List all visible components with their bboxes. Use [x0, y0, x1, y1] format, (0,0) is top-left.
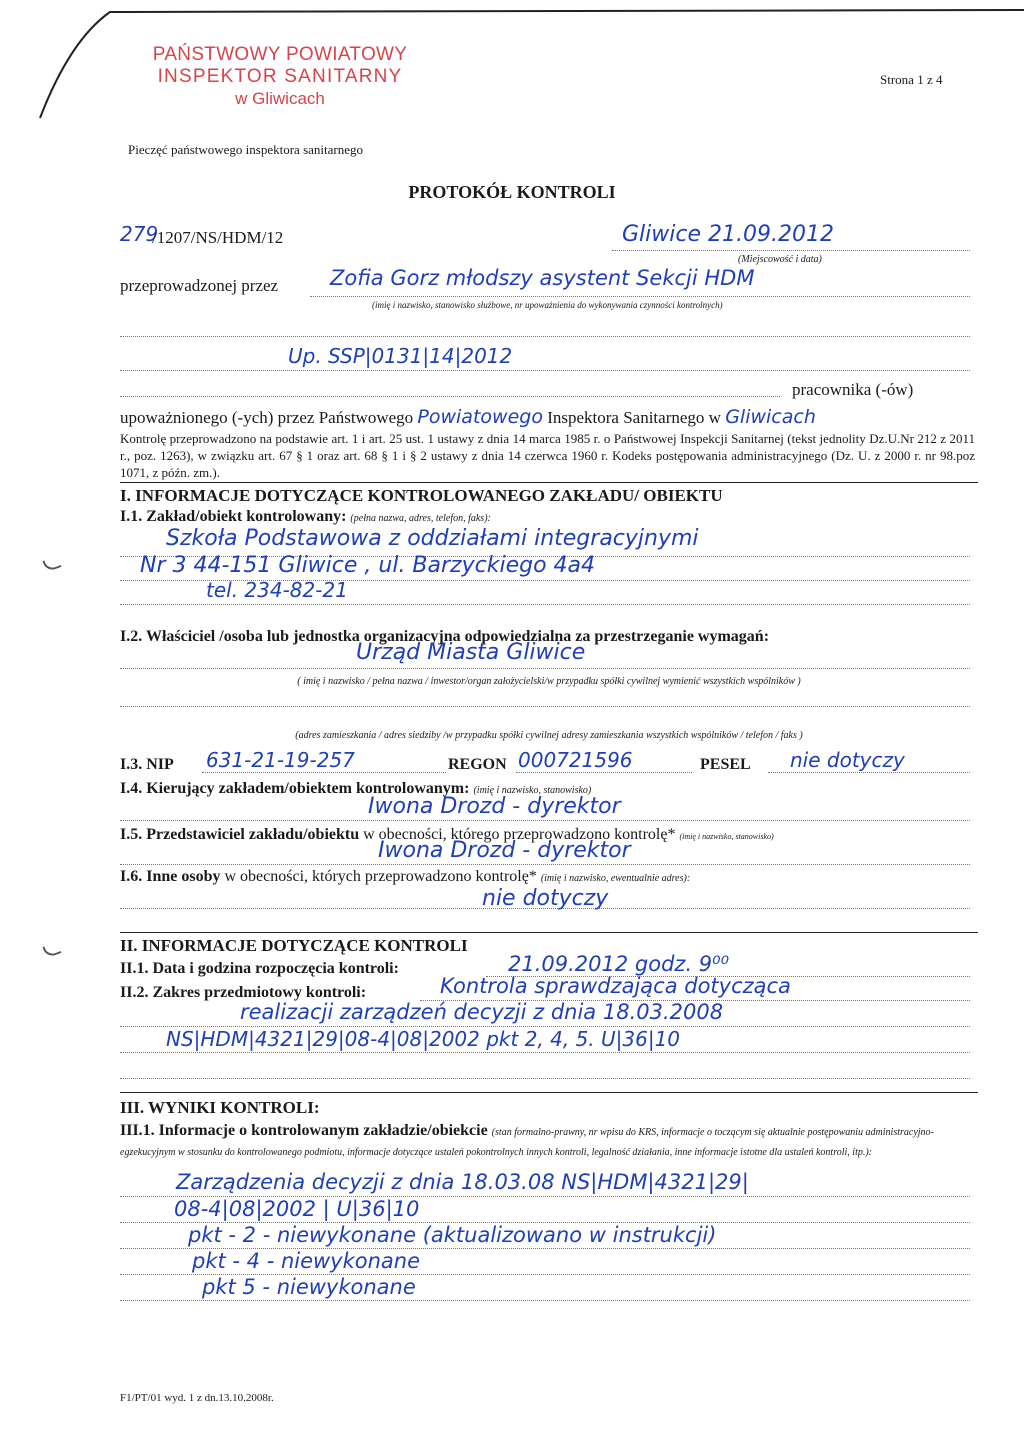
i16-handwritten: nie dotyczy	[482, 886, 609, 911]
pesel-handwritten: nie dotyczy	[790, 748, 905, 772]
i11-line-3	[120, 604, 970, 605]
blank-line-2	[120, 370, 970, 371]
authorized-county-handwritten: Powiatowego	[417, 406, 543, 428]
item-1-1-label: I.1. Zakład/obiekt kontrolowany:	[120, 508, 347, 525]
item-1-1	[120, 508, 491, 526]
place-date-handwritten: Gliwice 21.09.2012	[622, 222, 834, 247]
i11-handwritten-3: tel. 234-82-21	[206, 578, 348, 602]
authorized-suffix: Inspektora Sanitarnego w	[547, 408, 721, 427]
i12-caption-2: (adres zamieszkania / adres siedziby /w przypadku spółki cywilnej adresy zamieszkania wszystkich wspólników / telefon / faks )	[295, 730, 803, 741]
iii1-label: III.1. Informacje o kontrolowanym zakładzie/obiekcie	[120, 1122, 488, 1139]
place-date-caption: (Miejscowość i data)	[738, 254, 822, 265]
section-1-heading: I. INFORMACJE DOTYCZĄCE KONTROLOWANEGO ZAKŁADU/ OBIEKTU	[120, 486, 723, 505]
document-title: PROTOKÓŁ KONTROLI	[408, 182, 616, 202]
nip-handwritten: 631-21-19-257	[206, 748, 355, 772]
blank-line-3	[120, 396, 780, 397]
iii1-handwritten-3: pkt - 2 - niewykonane (aktualizowano w instrukcji)	[188, 1223, 717, 1247]
section-3-heading: III. WYNIKI KONTROLI:	[120, 1098, 320, 1117]
iii1-handwritten-1: Zarządzenia decyzji z dnia 18.03.08 NS|HDM|4321|29|	[176, 1170, 749, 1194]
ii2-label: II.2. Zakres przedmiotowy kontroli:	[120, 984, 367, 1001]
item-1-6-rest: w obecności, których przeprowadzono kontrolę*	[224, 868, 537, 885]
ii1-handwritten: 21.09.2012 godz. 9⁰⁰	[508, 952, 729, 976]
ii2-line-4	[120, 1078, 970, 1079]
stamp-caption: Pieczęć państwowego inspektora sanitarnego	[128, 142, 364, 157]
iii1-handwritten-4: pkt - 4 - niewykonane	[192, 1249, 421, 1273]
ii2-handwritten-2: realizacji zarządzeń decyzji z dnia 18.03.2008	[240, 1000, 724, 1024]
sanitary-inspector-stamp	[140, 44, 420, 110]
conducted-by-label: przeprowadzonej przez	[120, 276, 279, 295]
stamp-line-2: INSPEKTOR SANITARNY	[157, 66, 403, 87]
i14-line	[120, 820, 970, 821]
ii2-line-3	[120, 1052, 970, 1053]
iii1-handwritten-2: 08-4|08|2002 | U|36|10	[174, 1197, 420, 1221]
authorized-prefix: upoważnionego (-ych) przez Państwowego	[120, 408, 414, 427]
punch-mark-lower	[42, 942, 61, 959]
pesel-label: PESEL	[700, 756, 751, 773]
page-indicator: Strona 1 z 4	[880, 72, 943, 87]
authorized-city-handwritten: Gliwicach	[725, 406, 816, 428]
inspector-caption: (imię i nazwisko, stanowisko służbowe, nr upoważnienia do wykonywania czynności kontrolnych)	[372, 300, 723, 310]
blank-line-1	[120, 336, 970, 337]
iii1-handwritten-5: pkt 5 - niewykonane	[202, 1275, 416, 1299]
item-1-2-label: I.2. Właściciel /osoba lub jednostka organizacyjna odpowiedzialna za przestrzeganie wymagań:	[120, 628, 770, 645]
regon-line	[516, 772, 692, 773]
item-1-4-caption: (imię i nazwisko, stanowisko)	[473, 785, 592, 796]
authorization-handwritten: Up. SSP|0131|14|2012	[288, 344, 513, 368]
item-1-4-label: I.4. Kierujący zakładem/obiektem kontrolowanym:	[120, 780, 470, 797]
section-2-rule	[120, 932, 978, 933]
regon-handwritten: 000721596	[518, 748, 633, 772]
ii1-label: II.1. Data i godzina rozpoczęcia kontroli:	[120, 960, 399, 977]
item-1-5-caption: (imię i nazwisko, stanowisko)	[679, 832, 774, 841]
i12-handwritten: Urząd Miasta Gliwice	[356, 640, 586, 665]
section-3-rule	[120, 1092, 978, 1093]
i15-handwritten: Iwona Drozd - dyrektor	[378, 838, 631, 863]
i11-handwritten-2: Nr 3 44-151 Gliwice , ul. Barzyckiego 4a4	[140, 553, 595, 578]
item-1-5-label: I.5. Przedstawiciel zakładu/obiektu	[120, 826, 360, 843]
punch-mark-upper	[42, 556, 61, 573]
i11-handwritten-1: Szkoła Podstawowa z oddziałami integracyjnymi	[166, 526, 699, 551]
section-2-heading: II. INFORMACJE DOTYCZĄCE KONTROLI	[120, 936, 468, 955]
i12-line-2	[120, 706, 970, 707]
inspector-line	[310, 296, 970, 297]
iii1	[120, 1122, 978, 1162]
item-1-5-rest: w obecności, którego przeprowadzono kontrolę*	[363, 826, 676, 843]
i12-line-1	[120, 668, 970, 669]
protocol-number-handwritten: 279	[120, 222, 159, 246]
section-1-rule	[120, 482, 978, 483]
item-1-6	[120, 868, 690, 886]
item-1-6-label: I.6. Inne osoby	[120, 868, 221, 885]
pesel-line	[768, 772, 970, 773]
i12-caption-1: ( imię i nazwisko / pełna nazwa / inwestor/organ założycielski/w przypadku spółki cywilnej wymienić wszystkich wspólników )	[297, 676, 801, 687]
protocol-number: /1207/NS/HDM/12	[152, 228, 284, 247]
nip-label: I.3. NIP	[120, 756, 174, 773]
iii1-line-5	[120, 1300, 970, 1301]
stamp-line-1: PAŃSTWOWY POWIATOWY	[152, 44, 408, 65]
workers-label: pracownika (-ów)	[792, 380, 914, 399]
place-date-line	[612, 250, 970, 251]
authorized-by	[120, 406, 816, 428]
ii2-handwritten-3: NS|HDM|4321|29|08-4|08|2002 pkt 2, 4, 5. U|36|10	[166, 1027, 681, 1051]
form-footer: F1/PT/01 wyd. 1 z dn.13.10.2008r.	[120, 1392, 274, 1404]
inspector-handwritten: Zofia Gorz młodszy asystent Sekcji HDM	[330, 266, 755, 290]
nip-line	[202, 772, 446, 773]
i14-handwritten: Iwona Drozd - dyrektor	[368, 794, 621, 819]
iii1-caption: (stan formalno-prawny, nr wpisu do KRS, informacje o toczącym się aktualnie postępowaniu administracyjno-egzekucyjnym w stosunku do kontrolowanego podmiotu, informacje dotyczące ustaleń pokontrolnych innych kontroli, legalność działania, inne informacje istotne dla ustaleń kontroli, itp.):	[120, 1127, 934, 1158]
legal-basis: Kontrolę przeprowadzono na podstawie art. 1 i art. 25 ust. 1 ustawy z dnia 14 marca 1985 r. o Państwowej Inspekcji Sanitarnej (tekst jednolity Dz.U.Nr 212 z 2011 r., poz. 1263), w związku art. 67 § 1 oraz art. 68 § 1 i § 2 ustawy z dnia 14 czerwca 1960 r. Kodeks postępowania administracyjnego (Dz. U. z 2000 r. nr 98.poz 1071, z późn. zm.).	[120, 431, 975, 480]
regon-label: REGON	[448, 756, 507, 773]
ii2-handwritten-1: Kontrola sprawdzająca dotycząca	[440, 974, 791, 998]
stamp-line-3: w Gliwicach	[235, 89, 325, 108]
item-1-1-caption: (pełna nazwa, adres, telefon, faks):	[350, 513, 491, 524]
i15-line	[120, 864, 970, 865]
item-1-6-caption: (imię i nazwisko, ewentualnie adres):	[540, 873, 691, 884]
